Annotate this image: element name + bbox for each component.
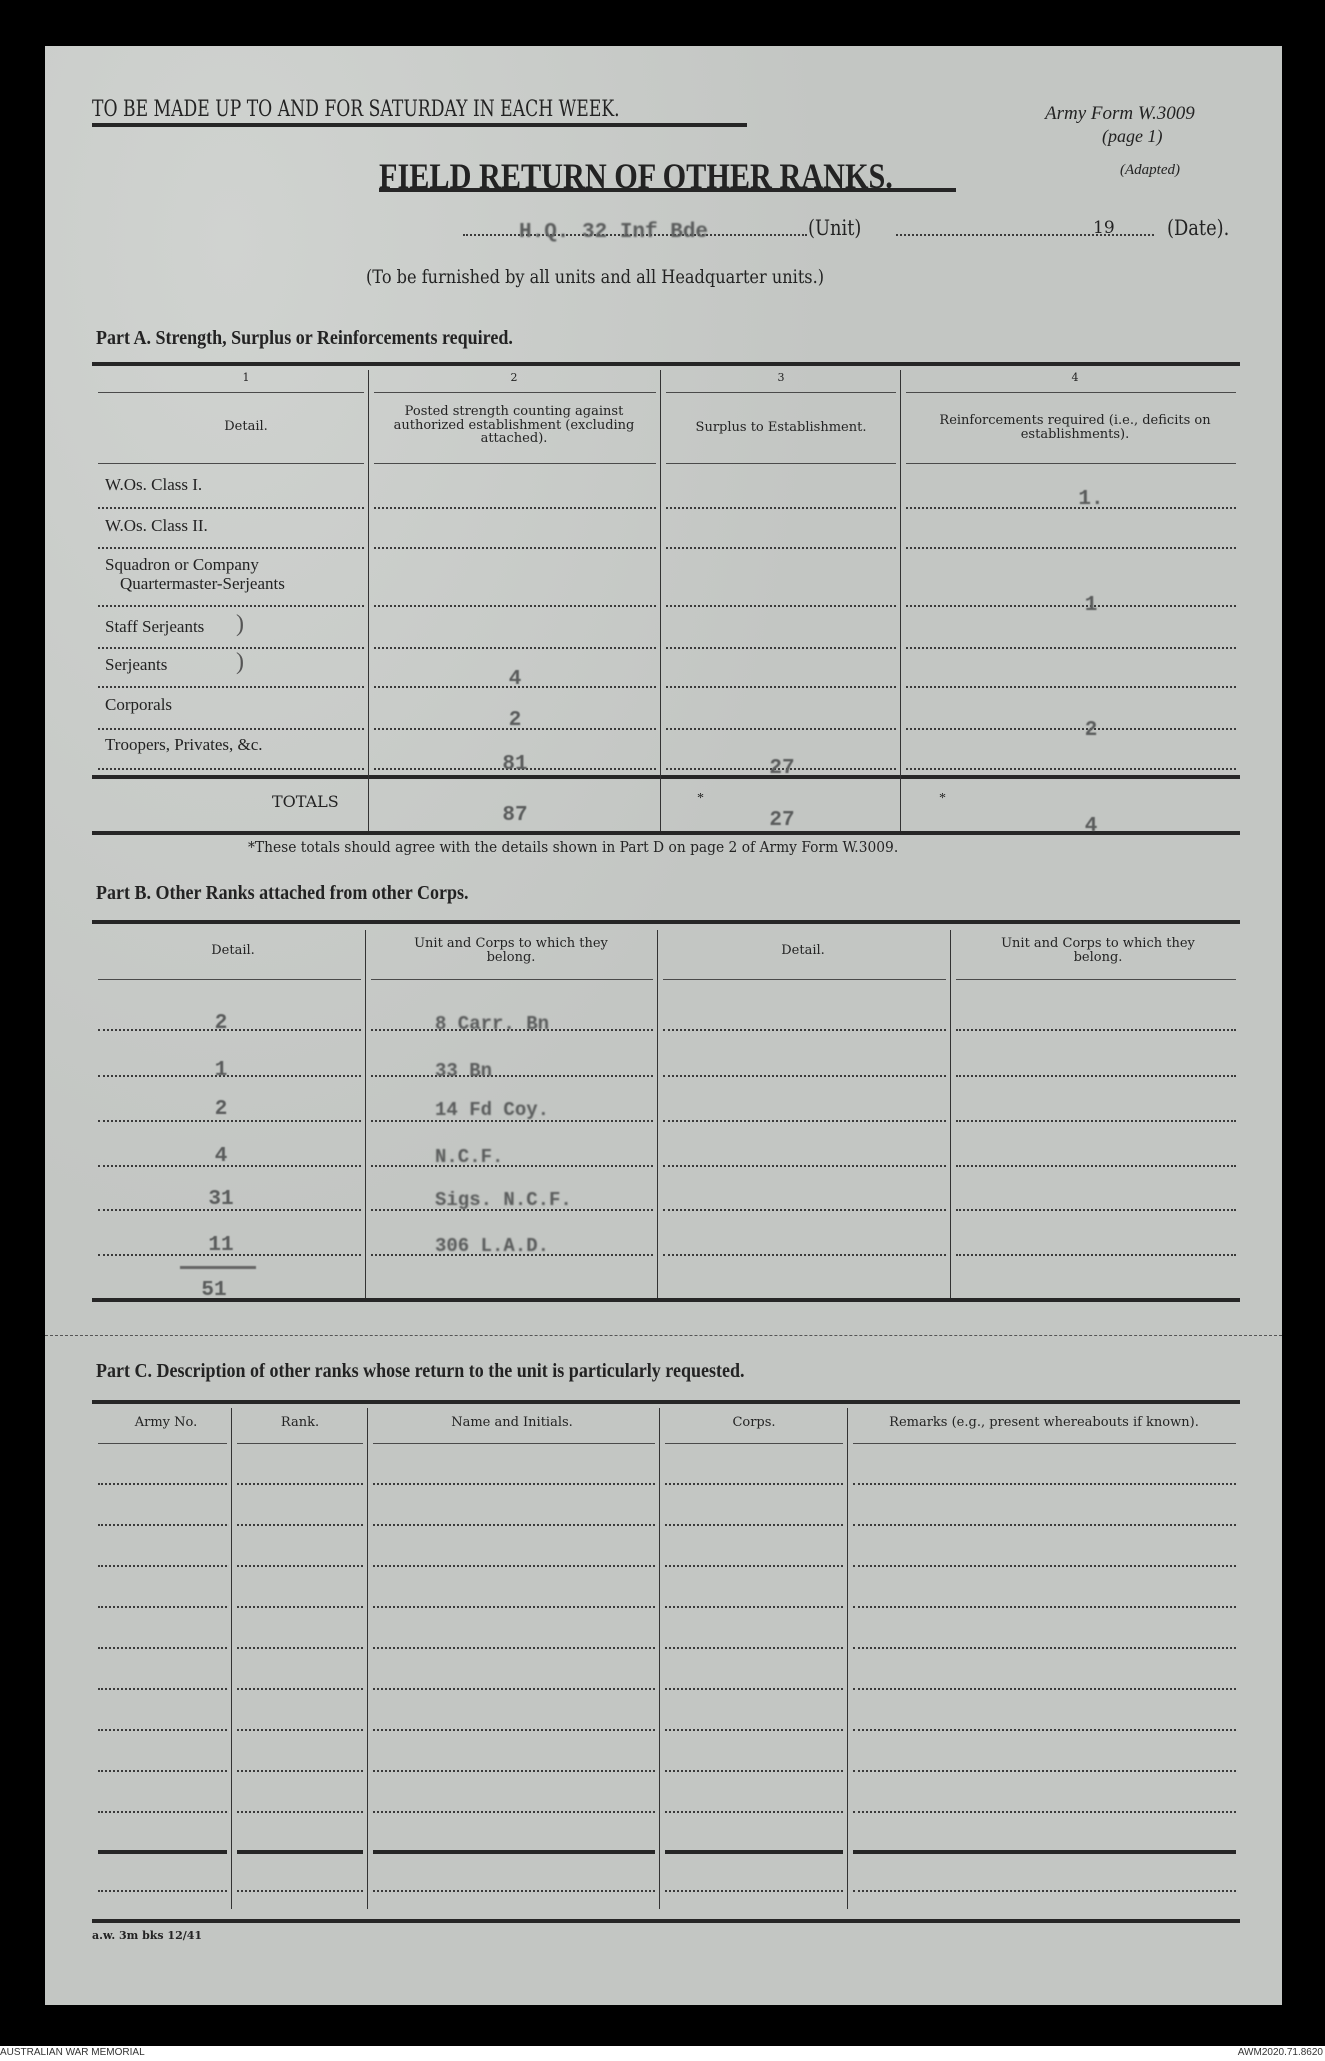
totals-label: TOTALS [272,792,339,811]
row-label: Corporals [105,695,173,714]
rule-line [98,647,364,649]
rule-line [666,728,896,730]
rule-line [373,1688,655,1690]
rule-line [666,686,896,688]
total-posted[interactable]: 87 [502,804,528,827]
rule-line [373,1443,655,1444]
footnote: *These totals should agree with the details shown in Part D on page 2 of Army Form W.3009. [248,838,899,856]
rule-line [98,605,364,607]
accession-number: AWM2020.71.8620 [1237,2047,1323,2058]
rule-line [956,1254,1236,1256]
rule-line [237,1647,363,1649]
rule-line [906,728,1236,730]
rule-line [371,1165,653,1167]
rule-line [98,1890,227,1892]
rule-line [371,1075,653,1077]
rule-line [373,1850,655,1854]
column-divider [368,370,369,831]
total-surplus[interactable]: 27 [769,809,795,832]
rule-line [853,1770,1236,1772]
bracket-mark: ) [236,611,244,637]
rule-line [906,686,1236,688]
col-header-remarks: Remarks (e.g., present whereabouts if known). [889,1415,1199,1430]
rule-line [237,1443,363,1444]
rule-line [98,1483,227,1485]
rule-line [237,1850,363,1854]
posted-value[interactable]: 81 [502,753,528,776]
attached-unit[interactable]: 306 L.A.D. [435,1235,550,1257]
rule-line [374,392,656,393]
rule-line [663,1209,946,1211]
rule-line [237,1606,363,1608]
rule-line [853,1565,1236,1567]
rule-line [98,392,364,393]
unit-value[interactable]: H.Q. 32 Inf Bde [519,221,709,244]
rule-line [956,1120,1236,1122]
rule-line [373,1770,655,1772]
rule-line [237,1811,363,1813]
rule-line [237,1770,363,1772]
rule-line [98,1811,227,1813]
rule-line [373,1524,655,1526]
rule-line [98,1075,361,1077]
row-label: Squadron or Company [105,555,259,574]
col-header-corps: Corps. [732,1415,776,1430]
rule-line [98,1443,227,1444]
rule-line [956,1029,1236,1031]
page-number: (page 1) [1102,126,1163,146]
row-label: Troopers, Privates, &c. [105,735,263,754]
rule-line [373,1729,655,1731]
rule-line [98,728,364,730]
column-divider [900,370,901,831]
rule-line [665,1688,843,1690]
row-label: W.Os. Class II. [105,516,208,535]
rule-line [374,463,656,464]
col-header-surplus: Surplus to Establishment. [695,420,867,435]
rule-line [665,1647,843,1649]
col-header-unit-corps: Unit and Corps to which they belong. [1001,936,1195,965]
rule-line [663,1120,946,1122]
rule-line [666,463,896,464]
attached-unit[interactable]: 8 Carr. Bn [435,1013,550,1035]
rule-line [92,775,1240,779]
date-field-line [896,234,1154,236]
rule-line [92,362,1240,366]
rule-line [92,831,1240,835]
attached-unit[interactable]: N.C.F. [435,1146,504,1168]
rule-line [92,1919,1240,1923]
rule-line [373,1890,655,1892]
rule-line [373,1647,655,1649]
rule-line [853,1729,1236,1731]
attached-unit[interactable]: 14 Fd Coy. [435,1099,550,1121]
col-number: 4 [1071,371,1079,384]
asterisk: * [939,791,946,806]
date-label: (Date). [1167,216,1230,240]
col-header-unit-corps: Unit and Corps to which they belong. [414,936,608,965]
sum-underline [180,1266,256,1269]
col-number: 3 [777,371,785,384]
rule-line [906,605,1236,607]
rule-line [374,605,656,607]
attached-unit[interactable]: Sigs. N.C.F. [435,1189,572,1211]
rule-line [665,1443,843,1444]
rule-line [92,1298,1240,1302]
rule-line [956,1075,1236,1077]
col-number: 2 [510,371,518,384]
rule-line [853,1483,1236,1485]
col-header-posted: Posted strength counting against authorized establishment (excluding attached). [393,404,635,447]
adapted-note: (Adapted) [1120,162,1180,178]
rule-line [237,1729,363,1731]
asterisk: * [697,791,704,806]
rule-line [665,1890,843,1892]
rule-line [666,392,896,393]
attached-count[interactable]: 2 [214,1098,228,1121]
part-b-total[interactable]: 51 [201,1279,227,1302]
posted-value[interactable]: 4 [508,668,522,691]
rule-line [98,1165,361,1167]
rule-line [98,507,364,509]
reinf-value[interactable]: 2 [1084,719,1098,742]
reinf-value[interactable]: 1 [1084,594,1098,617]
rule-line [98,1647,227,1649]
attached-count[interactable]: 11 [208,1234,234,1257]
rule-line [663,979,946,980]
column-divider [847,1408,848,1909]
archive-strip [0,2046,1325,2061]
rule-line [237,1890,363,1892]
rule-line [374,507,656,509]
bracket-mark: ) [236,649,244,675]
column-divider [660,370,661,831]
column-divider [950,930,951,1298]
rule-line [98,1120,361,1122]
column-divider [231,1408,232,1909]
rule-line [98,979,361,980]
rule-line [906,547,1236,549]
rule-line [373,1483,655,1485]
col-number: 1 [242,371,250,384]
rule-line [906,507,1236,509]
rule-line [98,686,364,688]
rule-line [98,1606,227,1608]
rule-line [98,1565,227,1567]
column-divider [657,930,658,1298]
rule-line [956,979,1236,980]
rule-line [666,647,896,649]
col-header-detail: Detail. [224,419,268,434]
year-prefix: 19 [1093,218,1115,238]
rule-line [237,1688,363,1690]
rule-line [665,1729,843,1731]
rule-line [663,1075,946,1077]
rule-line [665,1850,843,1854]
rule-line [98,768,364,770]
rule-line [666,547,896,549]
total-reinf[interactable]: 4 [1084,815,1098,838]
attached-unit[interactable]: 33 Bn [435,1060,493,1082]
rule-line [373,1606,655,1608]
rule-line [92,1400,1240,1404]
rule-line [665,1606,843,1608]
print-code: a.w. 3m bks 12/41 [92,1929,203,1942]
rule-line [373,1565,655,1567]
col-header-name: Name and Initials. [451,1415,573,1430]
rule-line [853,1890,1236,1892]
reinf-value[interactable]: 1. [1078,488,1104,511]
surplus-value[interactable]: 27 [769,757,795,780]
rule-line [98,1770,227,1772]
row-label: Serjeants [105,655,168,674]
rule-line [956,1165,1236,1167]
column-divider [659,1408,660,1909]
rule-line [371,979,653,980]
posted-value[interactable]: 2 [508,709,522,732]
rule-line [665,1565,843,1567]
rule-line [374,547,656,549]
rule-line [98,463,364,464]
rule-line [98,1729,227,1731]
col-header-detail: Detail. [211,943,255,958]
attached-count[interactable]: 31 [208,1188,234,1211]
page-title: FIELD RETURN OF OTHER RANKS. [379,156,893,196]
rule-line [665,1770,843,1772]
column-divider [367,1408,368,1909]
part-a-heading: Part A. Strength, Surplus or Reinforcements required. [96,327,513,349]
rule-line [956,1209,1236,1211]
instruction-text: TO BE MADE UP TO AND FOR SATURDAY IN EACH WEEK. [92,97,620,122]
rule-line [237,1483,363,1485]
rule-line [237,1565,363,1567]
rule-line [237,1524,363,1526]
part-b-heading: Part B. Other Ranks attached from other Corps. [96,882,469,904]
rule-line [663,1165,946,1167]
rule-line [98,1688,227,1690]
rule-line [853,1443,1236,1444]
rule-line [906,392,1236,393]
rule-line [906,463,1236,464]
col-header-reinforcements: Reinforcements required (i.e., deficits on establishments). [939,413,1211,442]
rule-line [98,1524,227,1526]
row-label: Quartermaster-Serjeants [120,574,285,593]
attached-count[interactable]: 4 [214,1145,228,1168]
rule-line [666,507,896,509]
rule-line [853,1524,1236,1526]
rule-line [98,1850,227,1854]
rule-line [92,920,1240,924]
rule-line [663,1254,946,1256]
title-underline [92,123,747,127]
rule-line [665,1524,843,1526]
rule-line [853,1647,1236,1649]
fold-line [45,1335,1282,1336]
unit-label: (Unit) [808,216,862,240]
rule-line [373,1811,655,1813]
rule-line [853,1688,1236,1690]
rule-line [906,647,1236,649]
rule-line [665,1811,843,1813]
form-number: Army Form W.3009 [1045,103,1195,124]
rule-line [663,1029,946,1031]
col-header-army-no: Army No. [134,1415,198,1430]
rule-line [853,1606,1236,1608]
rule-line [906,768,1236,770]
part-c-heading: Part C. Description of other ranks whose return to the unit is particularly requested. [96,1360,745,1382]
rule-line [665,1483,843,1485]
attached-count[interactable]: 2 [214,1012,228,1035]
rule-line [98,547,364,549]
subtitle: (To be furnished by all units and all Headquarter units.) [366,266,825,288]
rule-line [98,1029,361,1031]
row-label: W.Os. Class I. [105,475,203,494]
rule-line [853,1850,1236,1854]
archive-name: AUSTRALIAN WAR MEMORIAL [0,2047,145,2058]
attached-count[interactable]: 1 [214,1059,228,1082]
rule-line [853,1811,1236,1813]
rule-line [666,605,896,607]
col-header-rank: Rank. [280,1415,320,1430]
column-divider [365,930,366,1298]
rule-line [374,647,656,649]
row-label: Staff Serjeants [105,617,205,636]
col-header-detail: Detail. [781,943,825,958]
